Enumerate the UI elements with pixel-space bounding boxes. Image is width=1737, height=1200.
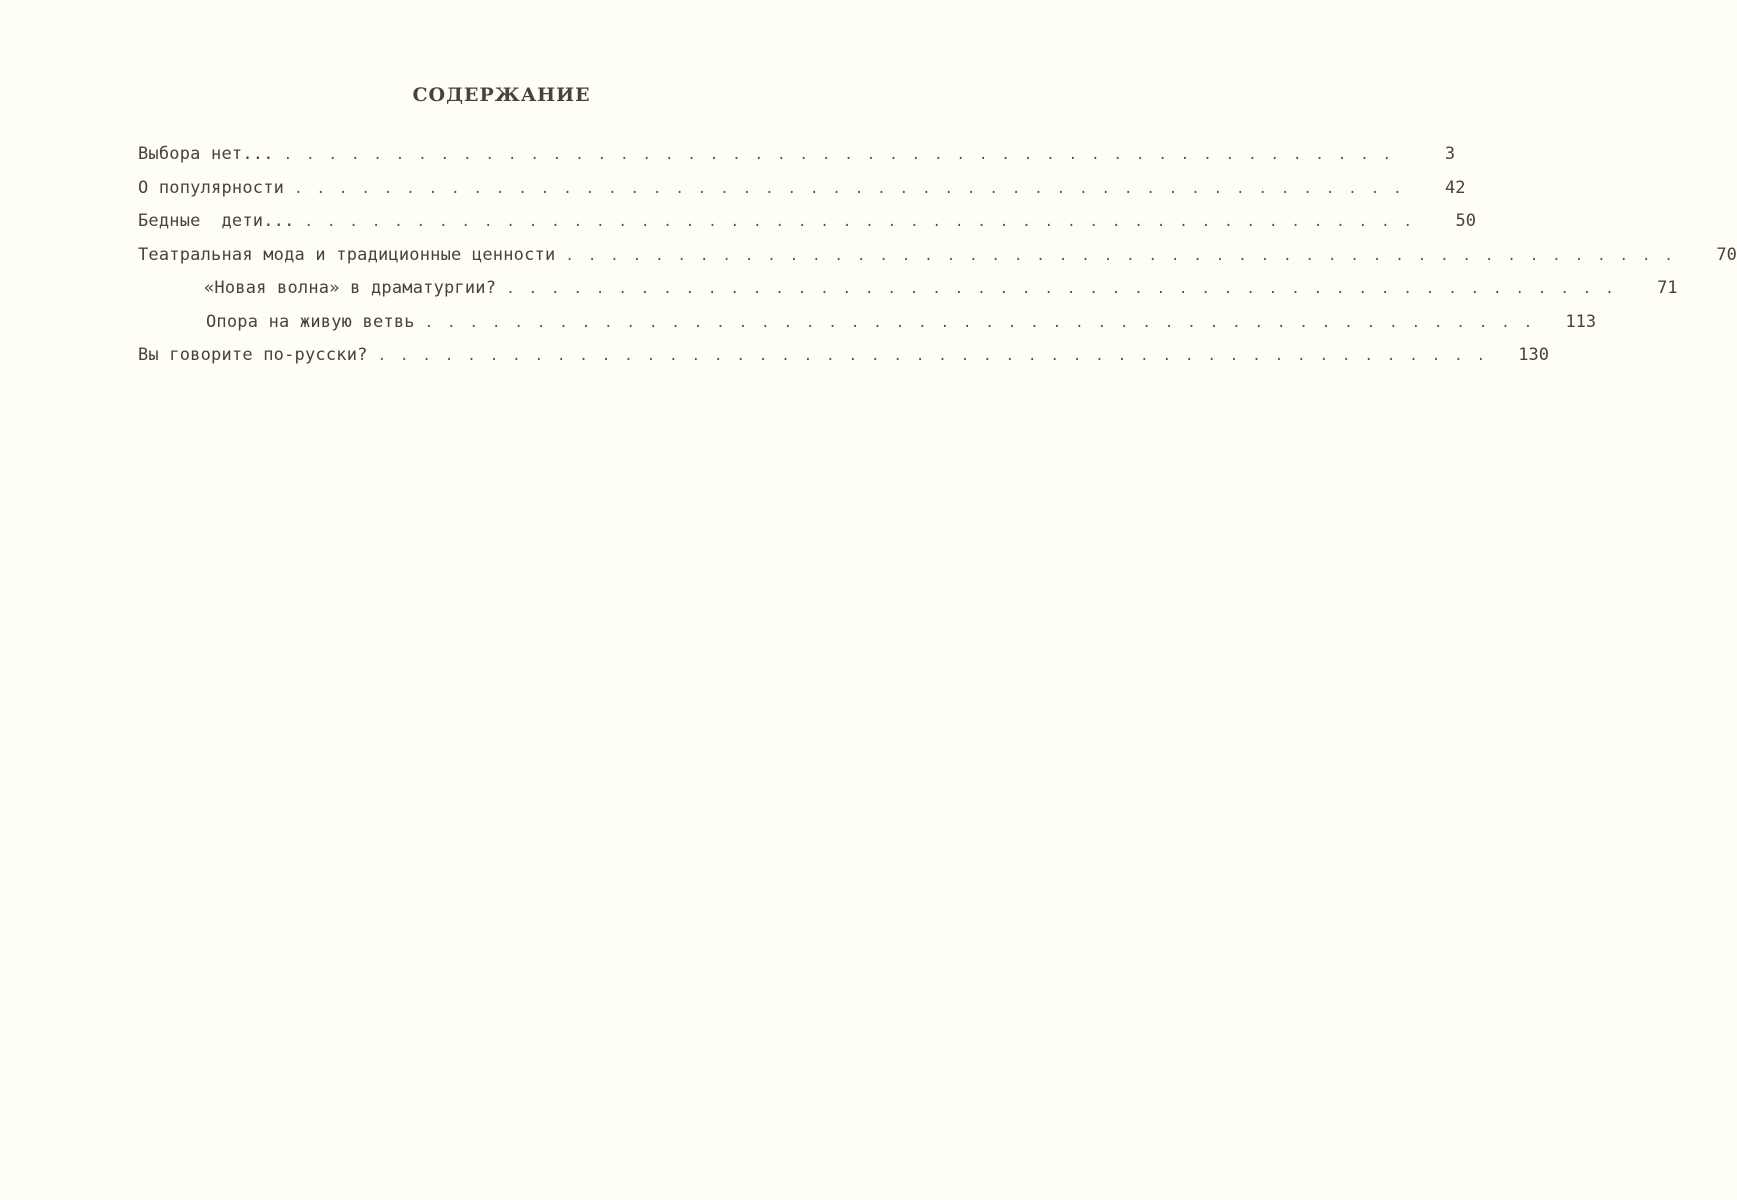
toc-entry-title: Опора на живую ветвь xyxy=(206,311,415,332)
toc-entry xyxy=(138,172,1466,206)
toc-entry-title: О популярности xyxy=(138,177,285,198)
dot-leader: .................................................. xyxy=(294,180,1416,197)
contents-title: СОДЕРЖАНИЕ xyxy=(412,84,591,106)
toc-entry-page: 3 xyxy=(1444,144,1456,164)
toc-entry-subsection xyxy=(138,306,1597,340)
toc-entry-page: 71 xyxy=(1657,278,1678,298)
toc-entry-page: 130 xyxy=(1518,345,1550,365)
toc-entry-page: 42 xyxy=(1445,177,1466,198)
toc-entry-title: Театральная мода и традиционные ценности xyxy=(138,244,556,265)
toc-entry-title: «Новая волна» в драматургии? xyxy=(204,278,497,298)
dot-leader: .................................................. xyxy=(565,247,1687,264)
dot-leader: .................................................. xyxy=(377,348,1500,364)
toc-entry-page: 113 xyxy=(1565,311,1597,332)
table-of-contents xyxy=(138,138,1737,373)
toc-entry xyxy=(138,339,1550,373)
toc-entry-title: Бедные дети... xyxy=(138,211,295,231)
dot-leader: .................................................. xyxy=(283,147,1406,163)
toc-entry xyxy=(138,138,1456,172)
toc-entry xyxy=(138,205,1476,239)
toc-entry-page: 70 xyxy=(1716,244,1737,265)
toc-entry-subsection xyxy=(138,272,1678,306)
toc-entry-title: Вы говорите по-русски? xyxy=(138,345,368,365)
dot-leader: .................................................. xyxy=(506,281,1628,297)
dot-leader: .................................................. xyxy=(424,314,1547,331)
toc-entry-page: 50 xyxy=(1455,211,1476,231)
toc-entry xyxy=(138,239,1737,273)
dot-leader: .................................................. xyxy=(304,214,1426,230)
toc-entry-title: Выбора нет... xyxy=(138,144,274,164)
